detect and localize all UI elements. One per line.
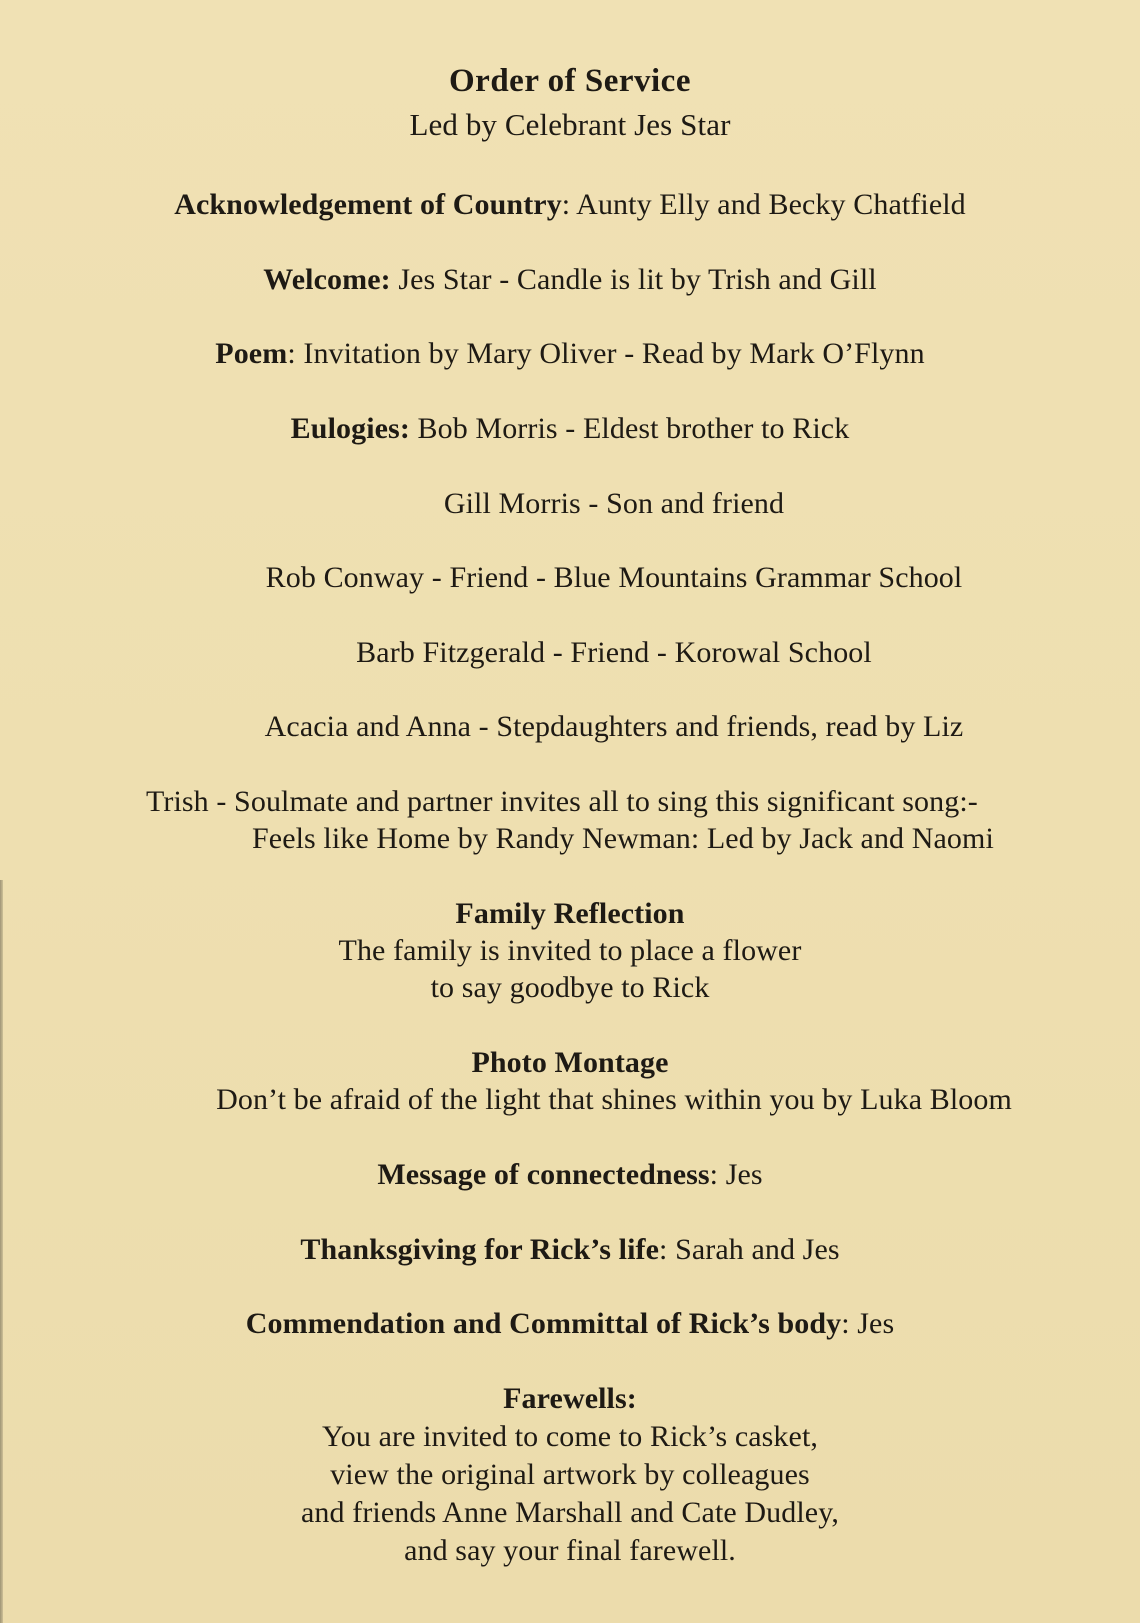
page-subtitle: Led by Celebrant Jes Star <box>409 107 731 142</box>
poem-item <box>0 335 1140 373</box>
commendation-label: Commendation and Committal of Rick’s body <box>245 1307 842 1340</box>
eulogy-speaker: Gill Morris - Son and friend <box>443 487 785 520</box>
eulogies-text: Bob Morris - Eldest brother to Rick <box>409 412 850 445</box>
poem-text: : Invitation by Mary Oliver - Read by Mark O’Flynn <box>287 337 925 370</box>
connectedness-item <box>0 1156 1140 1194</box>
welcome-text: Jes Star - Candle is lit by Trish and Gill <box>390 263 877 296</box>
farewells-line: and friends Anne Marshall and Cate Dudley, <box>301 1496 839 1529</box>
farewells-line: view the original artwork by colleagues <box>330 1458 810 1491</box>
farewells-heading: Farewells: <box>503 1382 637 1415</box>
connectedness-text: : Jes <box>709 1158 763 1191</box>
welcome-item <box>0 261 1140 299</box>
page-title: Order of Service <box>449 63 691 99</box>
thanksgiving-item <box>0 1231 1140 1269</box>
family-reflection-heading: Family Reflection <box>455 897 685 930</box>
song-invitation: Trish - Soulmate and partner invites all to sing this significant song:- <box>146 785 978 818</box>
photo-montage-text: Don’t be afraid of the light that shines within you by Luka Bloom <box>216 1083 1012 1116</box>
acknowledgement-sep: : <box>561 188 571 221</box>
acknowledgement-label: Acknowledgement of Country <box>174 188 562 221</box>
song-title: Feels like Home by Randy Newman: Led by Jack and Naomi <box>252 822 994 855</box>
family-reflection-line: The family is invited to place a flower <box>338 934 802 967</box>
connectedness-label: Message of connectedness <box>377 1158 710 1191</box>
poem-label: Poem <box>215 337 288 370</box>
commendation-item <box>0 1305 1140 1343</box>
family-reflection-line: to say goodbye to Rick <box>430 971 710 1004</box>
eulogy-speaker: Acacia and Anna - Stepdaughters and friends, read by Liz <box>264 710 964 743</box>
farewells-line: You are invited to come to Rick’s casket, <box>322 1420 818 1453</box>
welcome-label: Welcome: <box>263 263 391 296</box>
farewells-line: and say your final farewell. <box>404 1534 736 1567</box>
eulogies-item <box>0 410 1140 448</box>
photo-montage-heading: Photo Montage <box>471 1046 669 1079</box>
eulogy-speaker: Barb Fitzgerald - Friend - Korowal School <box>356 636 872 669</box>
eulogies-label: Eulogies: <box>290 412 410 445</box>
thanksgiving-text: : Sarah and Jes <box>659 1233 840 1266</box>
acknowledgement-text: Aunty Elly and Becky Chatfield <box>570 188 966 221</box>
commendation-text: : Jes <box>841 1307 895 1340</box>
acknowledgement-item <box>0 186 1140 224</box>
eulogy-speaker: Rob Conway - Friend - Blue Mountains Grammar School <box>265 561 963 594</box>
thanksgiving-label: Thanksgiving for Rick’s life <box>300 1233 660 1266</box>
